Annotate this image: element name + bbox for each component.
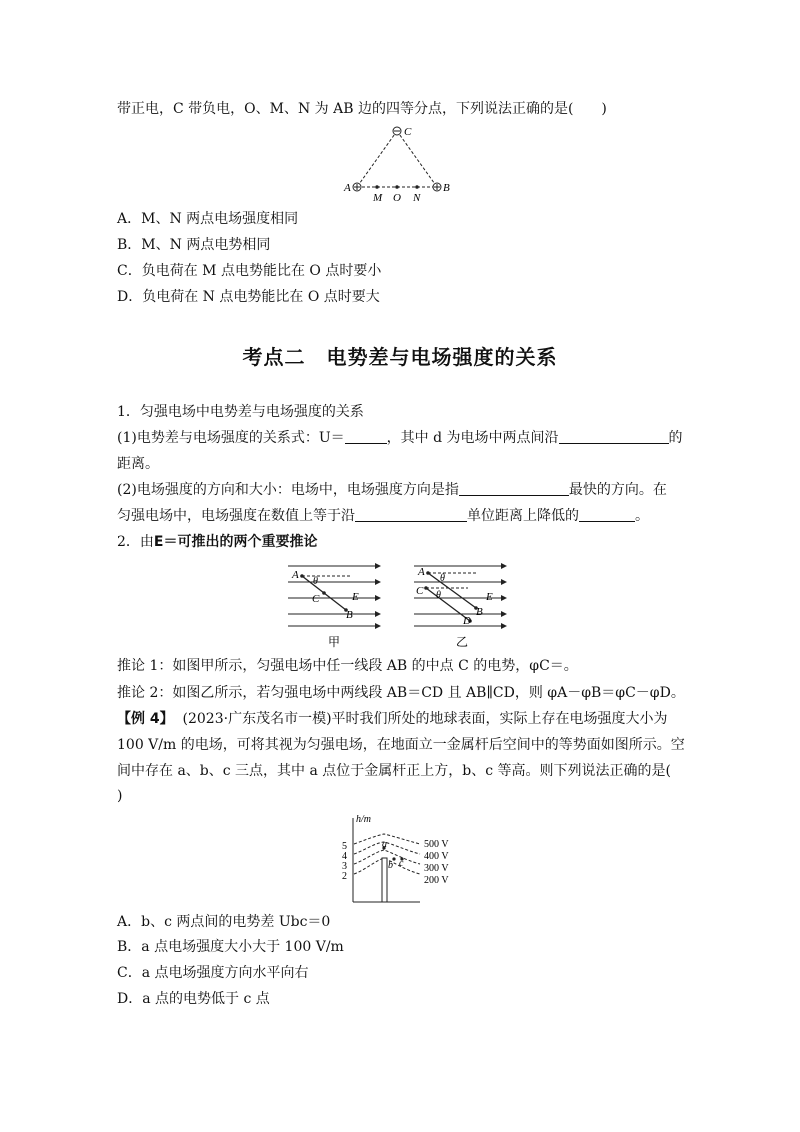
option-d: D．负电荷在 N 点电势能比在 O 点时要大 (117, 289, 380, 305)
example-label: 【例 4】 (117, 711, 174, 727)
option-c: C．负电荷在 M 点电势能比在 O 点时要小 (117, 263, 382, 279)
example-option-d: D．a 点的电势低于 c 点 (117, 991, 270, 1007)
paragraph-1-cont: 距离。 (117, 456, 159, 472)
label-C-left: C (312, 593, 320, 605)
paragraph-1 (117, 428, 683, 448)
p1-text-b: ，其中 d 为电场中两点间沿 (386, 430, 559, 446)
option-b: B．M、N 两点电势相同 (117, 237, 271, 253)
y-tick-3: 3 (342, 861, 347, 872)
blank-4 (355, 507, 467, 522)
label-C-right: C (416, 585, 424, 597)
p3-text-c: 。 (635, 508, 649, 524)
question-intro: 带正电，C 带负电，O、M、N 为 AB 边的四等分点，下列说法正确的是( ) (117, 101, 607, 117)
p3-text-b: 单位距离上降低的 (467, 508, 579, 524)
label-E-right: E (486, 591, 493, 603)
uniform-field-figure-left (280, 558, 390, 650)
label-theta-left: θ (313, 576, 318, 587)
caption-jia: 甲 (328, 635, 341, 649)
paragraph-2 (117, 480, 667, 500)
y-axis-label: h/m (356, 814, 371, 825)
example-line-3: 间中存在 a、b、c 三点，其中 a 点位于金属杆正上方，b、c 等高。则下列说法正确的是( (117, 763, 672, 779)
example-option-a: A．b、c 两点间的电势差 Ubc＝0 (117, 914, 331, 930)
p1-text-c: 的 (668, 430, 683, 446)
level-200: 200 V (424, 875, 449, 886)
point-b: b (388, 860, 393, 871)
blank-1 (345, 429, 387, 444)
label-A-left: A (292, 569, 299, 581)
label-theta1-right: θ (440, 573, 445, 584)
label-B-right: B (476, 606, 483, 618)
p1-text-a: (1)电势差与电场强度的关系式：U＝ (117, 430, 345, 446)
label-A: A (344, 182, 351, 194)
section-title: 考点二 电势差与电场强度的关系 (242, 345, 558, 369)
label-B-left: B (346, 609, 353, 621)
label-A-right: A (418, 566, 425, 578)
level-500: 500 V (424, 839, 449, 850)
level-400: 400 V (424, 851, 449, 862)
p2-text-a: (2)电场强度的方向和大小：电场中，电场强度方向是指 (117, 482, 459, 498)
label-theta2-right: θ (436, 590, 441, 601)
example-line-2: 100 V/m 的电场，可将其视为匀强电场，在地面立一金属杆后空间中的等势面如图所示。空 (117, 737, 685, 753)
paragraph-3 (117, 506, 649, 526)
triangle-figure (340, 120, 460, 204)
y-tick-5: 5 (342, 841, 347, 852)
p2-text-b: 最快的方向。在 (568, 482, 667, 498)
y-tick-2: 2 (342, 871, 347, 882)
y-tick-4: 4 (342, 851, 347, 862)
example-option-b: B．a 点电场强度大小大于 100 V/m (117, 939, 344, 955)
equipotential-figure (340, 812, 470, 907)
item-1-heading: 1．匀强电场中电势差与电场强度的关系 (117, 404, 364, 420)
blank-2 (559, 429, 669, 444)
label-E-left: E (352, 591, 359, 603)
label-B: B (443, 182, 450, 194)
inference-2: 推论 2：如图乙所示，若匀强电场中两线段 AB＝CD 且 AB∥CD，则 φA－φB＝φC－φD。 (117, 685, 685, 701)
caption-yi: 乙 (456, 635, 469, 649)
item-2-bold: E＝可推出的两个重要推论 (153, 534, 318, 550)
option-a: A．M、N 两点电场强度相同 (117, 211, 299, 227)
blank-5 (579, 507, 635, 522)
example-line-1 (117, 709, 668, 729)
uniform-field-figure-right (406, 558, 516, 650)
inference-1: 推论 1：如图甲所示，匀强电场中任一线段 AB 的中点 C 的电势，φC＝。 (117, 658, 578, 674)
blank-3 (459, 481, 569, 496)
label-D-right: D (463, 615, 471, 627)
example-option-c: C．a 点电场强度方向水平向右 (117, 965, 309, 981)
label-O: O (393, 192, 401, 204)
level-300: 300 V (424, 863, 449, 874)
label-M: M (373, 192, 383, 204)
point-a: a (382, 839, 387, 850)
item-2-prefix: 2．由 (117, 534, 154, 550)
item-2-heading (117, 532, 318, 552)
example-source: (2023·广东茂名市一模) (182, 711, 332, 727)
label-N: N (413, 192, 421, 204)
point-c: c (399, 858, 404, 869)
example-text-1: 平时我们所处的地球表面，实际上存在电场强度大小为 (331, 711, 668, 727)
example-line-4: ) (117, 788, 123, 804)
p3-text-a: 匀强电场中，电场强度在数值上等于沿 (117, 508, 355, 524)
label-C: C (404, 126, 412, 138)
